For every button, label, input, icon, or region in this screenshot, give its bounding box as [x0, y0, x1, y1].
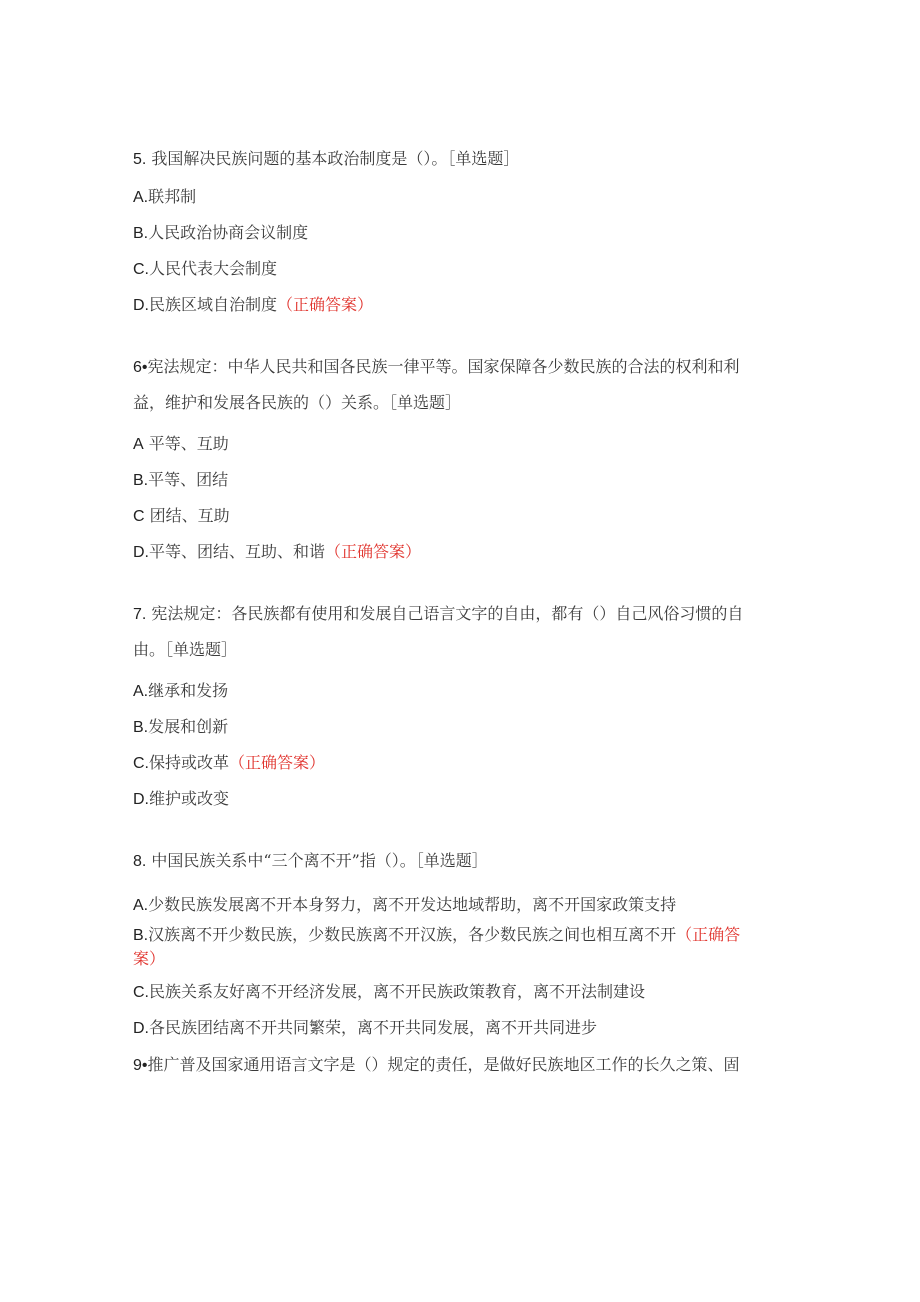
question-7-stem: 7. 宪法规定：各民族都有使用和发展自己语言文字的自由，都有（）自己风俗习惯的自: [133, 604, 744, 623]
q8-option-d: D.各民族团结离不开共同繁荣，离不开共同发展，离不开共同进步: [133, 1018, 598, 1037]
q7-option-d: D.维护或改变: [133, 789, 230, 808]
q7-option-c: C.保持或改革（正确答案）: [133, 753, 326, 772]
q7-option-b: B.发展和创新: [133, 717, 229, 736]
q8-option-a: A.少数民族发展离不开本身努力，离不开发达地域帮助，离不开国家政策支持: [133, 895, 677, 914]
q6-option-b: B.平等、团结: [133, 470, 229, 489]
question-6-stem: 6•宪法规定：中华人民共和国各民族一律平等。国家保障各少数民族的合法的权利和利: [133, 357, 740, 376]
q8-option-b: B.汉族离不开少数民族，少数民族离不开汉族，各少数民族之间也相互离不开（正确答: [133, 925, 741, 944]
correct-answer-mark: （正确答案）: [229, 753, 326, 772]
q7-option-a: A.继承和发扬: [133, 681, 229, 700]
question-9-stem: 9•推广普及国家通用语言文字是（）规定的责任，是做好民族地区工作的长久之策、固: [133, 1055, 740, 1074]
q5-option-d: D.民族区域自治制度（正确答案）: [133, 295, 374, 314]
q6-option-d: D.平等、团结、互助、和谐（正确答案）: [133, 542, 422, 561]
q8-option-c: C.民族关系友好离不开经济发展，离不开民族政策教育，离不开法制建设: [133, 982, 646, 1001]
question-5-stem: 5. 我国解决民族问题的基本政治制度是（）。［单选题］: [133, 149, 520, 168]
correct-answer-mark: （正确答案）: [325, 542, 422, 561]
q5-option-b: B.人民政治协商会议制度: [133, 223, 309, 242]
question-7-stem-cont: 由。［单选题］: [133, 640, 238, 659]
question-6-stem-cont: 益，维护和发展各民族的（）关系。［单选题］: [133, 393, 462, 412]
q6-option-a: A 平等、互助: [133, 434, 229, 453]
q5-option-a: A.联邦制: [133, 187, 197, 206]
correct-answer-mark: （正确答: [676, 925, 741, 944]
question-8-stem: 8. 中国民族关系中“三个离不开”指（）。［单选题］: [133, 851, 488, 870]
q5-option-c: C.人民代表大会制度: [133, 259, 278, 278]
correct-answer-mark: （正确答案）: [277, 295, 374, 314]
q8-option-b-cont: 案）: [133, 949, 166, 968]
q6-option-c: C 团结、互助: [133, 506, 230, 525]
